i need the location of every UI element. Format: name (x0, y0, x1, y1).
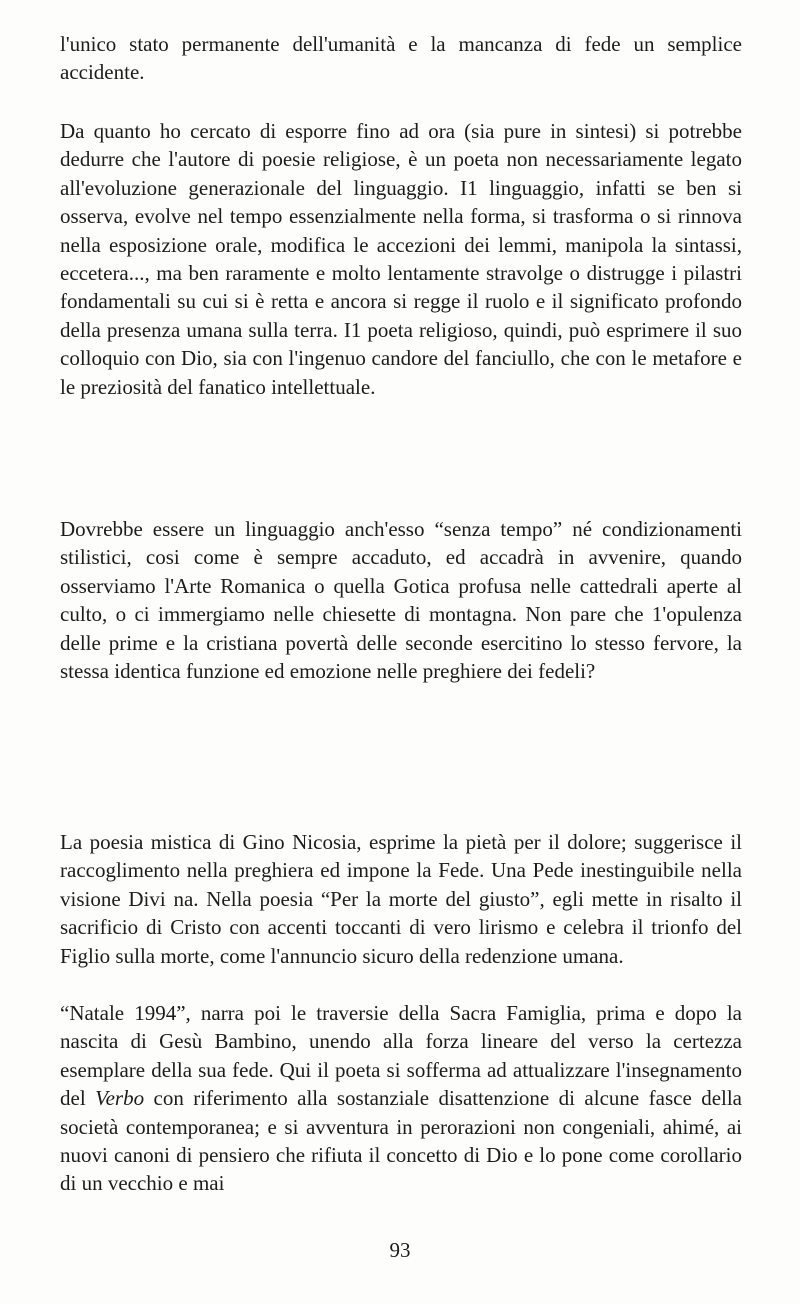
paragraph-mystic-poetry: La poesia mistica di Gino Nicosia, esprime la pietà per il dolore; suggerisce il raccoglimento nella preghiera ed impone la Fede. Una Pede inestinguibile nella visione Divi na. Nella poesia “Per la morte del giusto”, egli mette in risalto il sacrificio di Cristo con accenti toccanti di vero lirismo e celebra il trionfo del Figlio sulla morte, come l'annuncio sicuro della redenzione umana. (60, 830, 742, 968)
paragraph-timeless-language: Dovrebbe essere un linguaggio anch'esso “senza tempo” né condizionamenti stilistici, cosi come è sempre accaduto, ed accadrà in avvenire, quando osserviamo l'Arte Romanica o quella Gotica profusa nelle cattedrali aperte al culto, o ci immergiamo nelle chiesette di montagna. Non pare che 1'opulenza delle prime e la cristiana povertà delle seconde esercitino lo stesso fervore, la stessa identica funzione ed emozione nelle preghiere dei fedeli? (60, 517, 742, 684)
page-number: 93 (389, 1238, 411, 1262)
paragraph-continuation: l'unico stato permanente dell'umanità e la mancanza di fede un semplice accidente. (60, 32, 742, 85)
natale-text-end: con riferimento alla sostanziale disattenzione di alcune fasce della società contemporanea; e si avventura in perorazioni non congeniali, ahimé, ai nuovi canoni di pensiero che rifiuta il concetto di Dio e lo pone come corollario di un vecchio e mai (60, 1086, 743, 1196)
verbo-italic: Verbo (95, 1086, 145, 1111)
paragraph-language: Da quanto ho cercato di esporre fino ad ora (sia pure in sintesi) si potrebbe dedurre che l'autore di poesie religiose, è un poeta non necessariamente legato all'evoluzione generazionale del linguaggio. I1 linguaggio, infatti se ben si osserva, evolve nel tempo essenzialmente nella forma, si trasforma o si rinnova nella esposizione orale, modifica le accezioni dei lemmi, manipola la sintassi, eccetera..., ma ben raramente e molto lentamente stravolge o distrugge i pilastri fondamentali su cui si è retta e ancora si regge il ruolo e il significato profondo della presenza umana sulla terra. I1 poeta religioso, quindi, può esprimere il suo colloquio con Dio, sia con l'ingenuo candore del fanciullo, che con le metafore e le preziosità del fanatico intellettuale. (60, 119, 742, 399)
paragraph-natale-1994 (60, 999, 742, 1198)
natale-text-start: “Natale 1994”, narra poi le traversie della Sacra Famiglia, prima e dopo la nascita di Gesù Bambino, unendo alla forza lineare del verso la certezza esemplare della sua fede. Qui il poeta si sofferma ad attualizzare l'insegnamento del (60, 1001, 742, 1111)
